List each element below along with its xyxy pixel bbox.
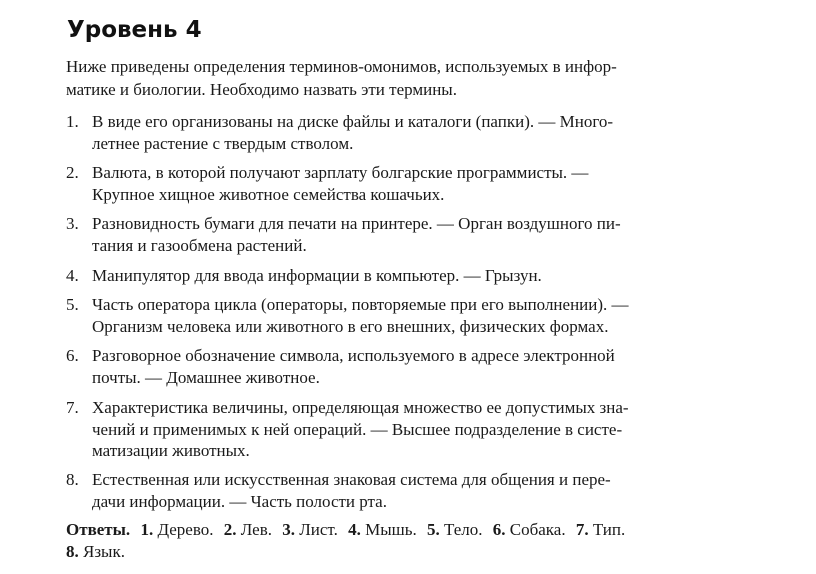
item-text-line: дачи информации. — Часть полости рта. [92,492,387,511]
item-text-line: тания и газообмена растений. [92,236,307,255]
answer-number: 3. [282,520,295,539]
answer-number: 2. [223,520,237,539]
answer-number: 7. [575,520,589,539]
item-number: 6. [66,346,79,365]
item-text-line: Естественная или искусственная знаковая система для общения и пере- [92,470,611,489]
answer-number: 4. [348,520,361,539]
answer-number: 6. [492,520,506,539]
item-text-line: матизации животных. [92,441,250,460]
item-text-line: Характеристика величины, определяющая множество ее допустимых зна- [92,398,629,417]
answers-line [66,520,625,540]
intro-line: Ниже приведены определения терминов-омонимов, используемых в инфор- [66,57,617,76]
answer-number: 1. [140,520,154,539]
item-text-line: чений и применимых к ней операций. — Высшее подразделение в систе- [92,420,623,439]
item-text-line: Манипулятор для ввода информации в компьютер. — Грызун. [92,266,542,285]
intro-line: матике и биологии. Необходимо назвать эти термины. [66,80,457,99]
item-number: 2. [66,163,79,182]
answer-word: Собака. [509,520,566,539]
answer-word: Тело. [443,520,483,539]
item-number: 8. [66,470,79,489]
answers-line [66,542,125,562]
item-text-line: Часть оператора цикла (операторы, повторяемые при его выполнении). — [92,295,629,314]
item-text-line: В виде его организованы на диске файлы и каталоги (папки). — Много- [92,112,614,131]
answer-number: 8. [66,542,79,561]
page-title: Уровень 4 [67,17,202,43]
item-number: 4. [66,266,79,285]
answer-word: Тип. [592,520,626,539]
answer-word: Лист. [299,520,338,539]
item-text-line: почты. — Домашнее животное. [92,368,320,387]
item-text-line: Разговорное обозначение символа, используемого в адресе электронной [92,346,615,365]
answer-word: Лев. [240,520,272,539]
answer-word: Язык. [83,542,125,561]
item-text-line: летнее растение с твердым стволом. [92,134,354,153]
item-text-line: Крупное хищное животное семейства кошачьих. [92,185,445,204]
item-number: 7. [66,398,79,417]
item-number: 3. [66,214,79,233]
item-text-line: Разновидность бумаги для печати на принтере. — Орган воздушного пи- [92,214,621,233]
answer-word: Мышь. [365,520,417,539]
item-number: 5. [66,295,79,314]
answer-word: Дерево. [157,520,214,539]
answers-label: Ответы. [66,520,131,539]
answer-number: 5. [426,520,440,539]
item-text-line: Валюта, в которой получают зарплату болгарские программисты. — [92,163,589,182]
item-text-line: Организм человека или животного в его внешних, физических формах. [92,317,609,336]
item-number: 1. [66,112,79,131]
